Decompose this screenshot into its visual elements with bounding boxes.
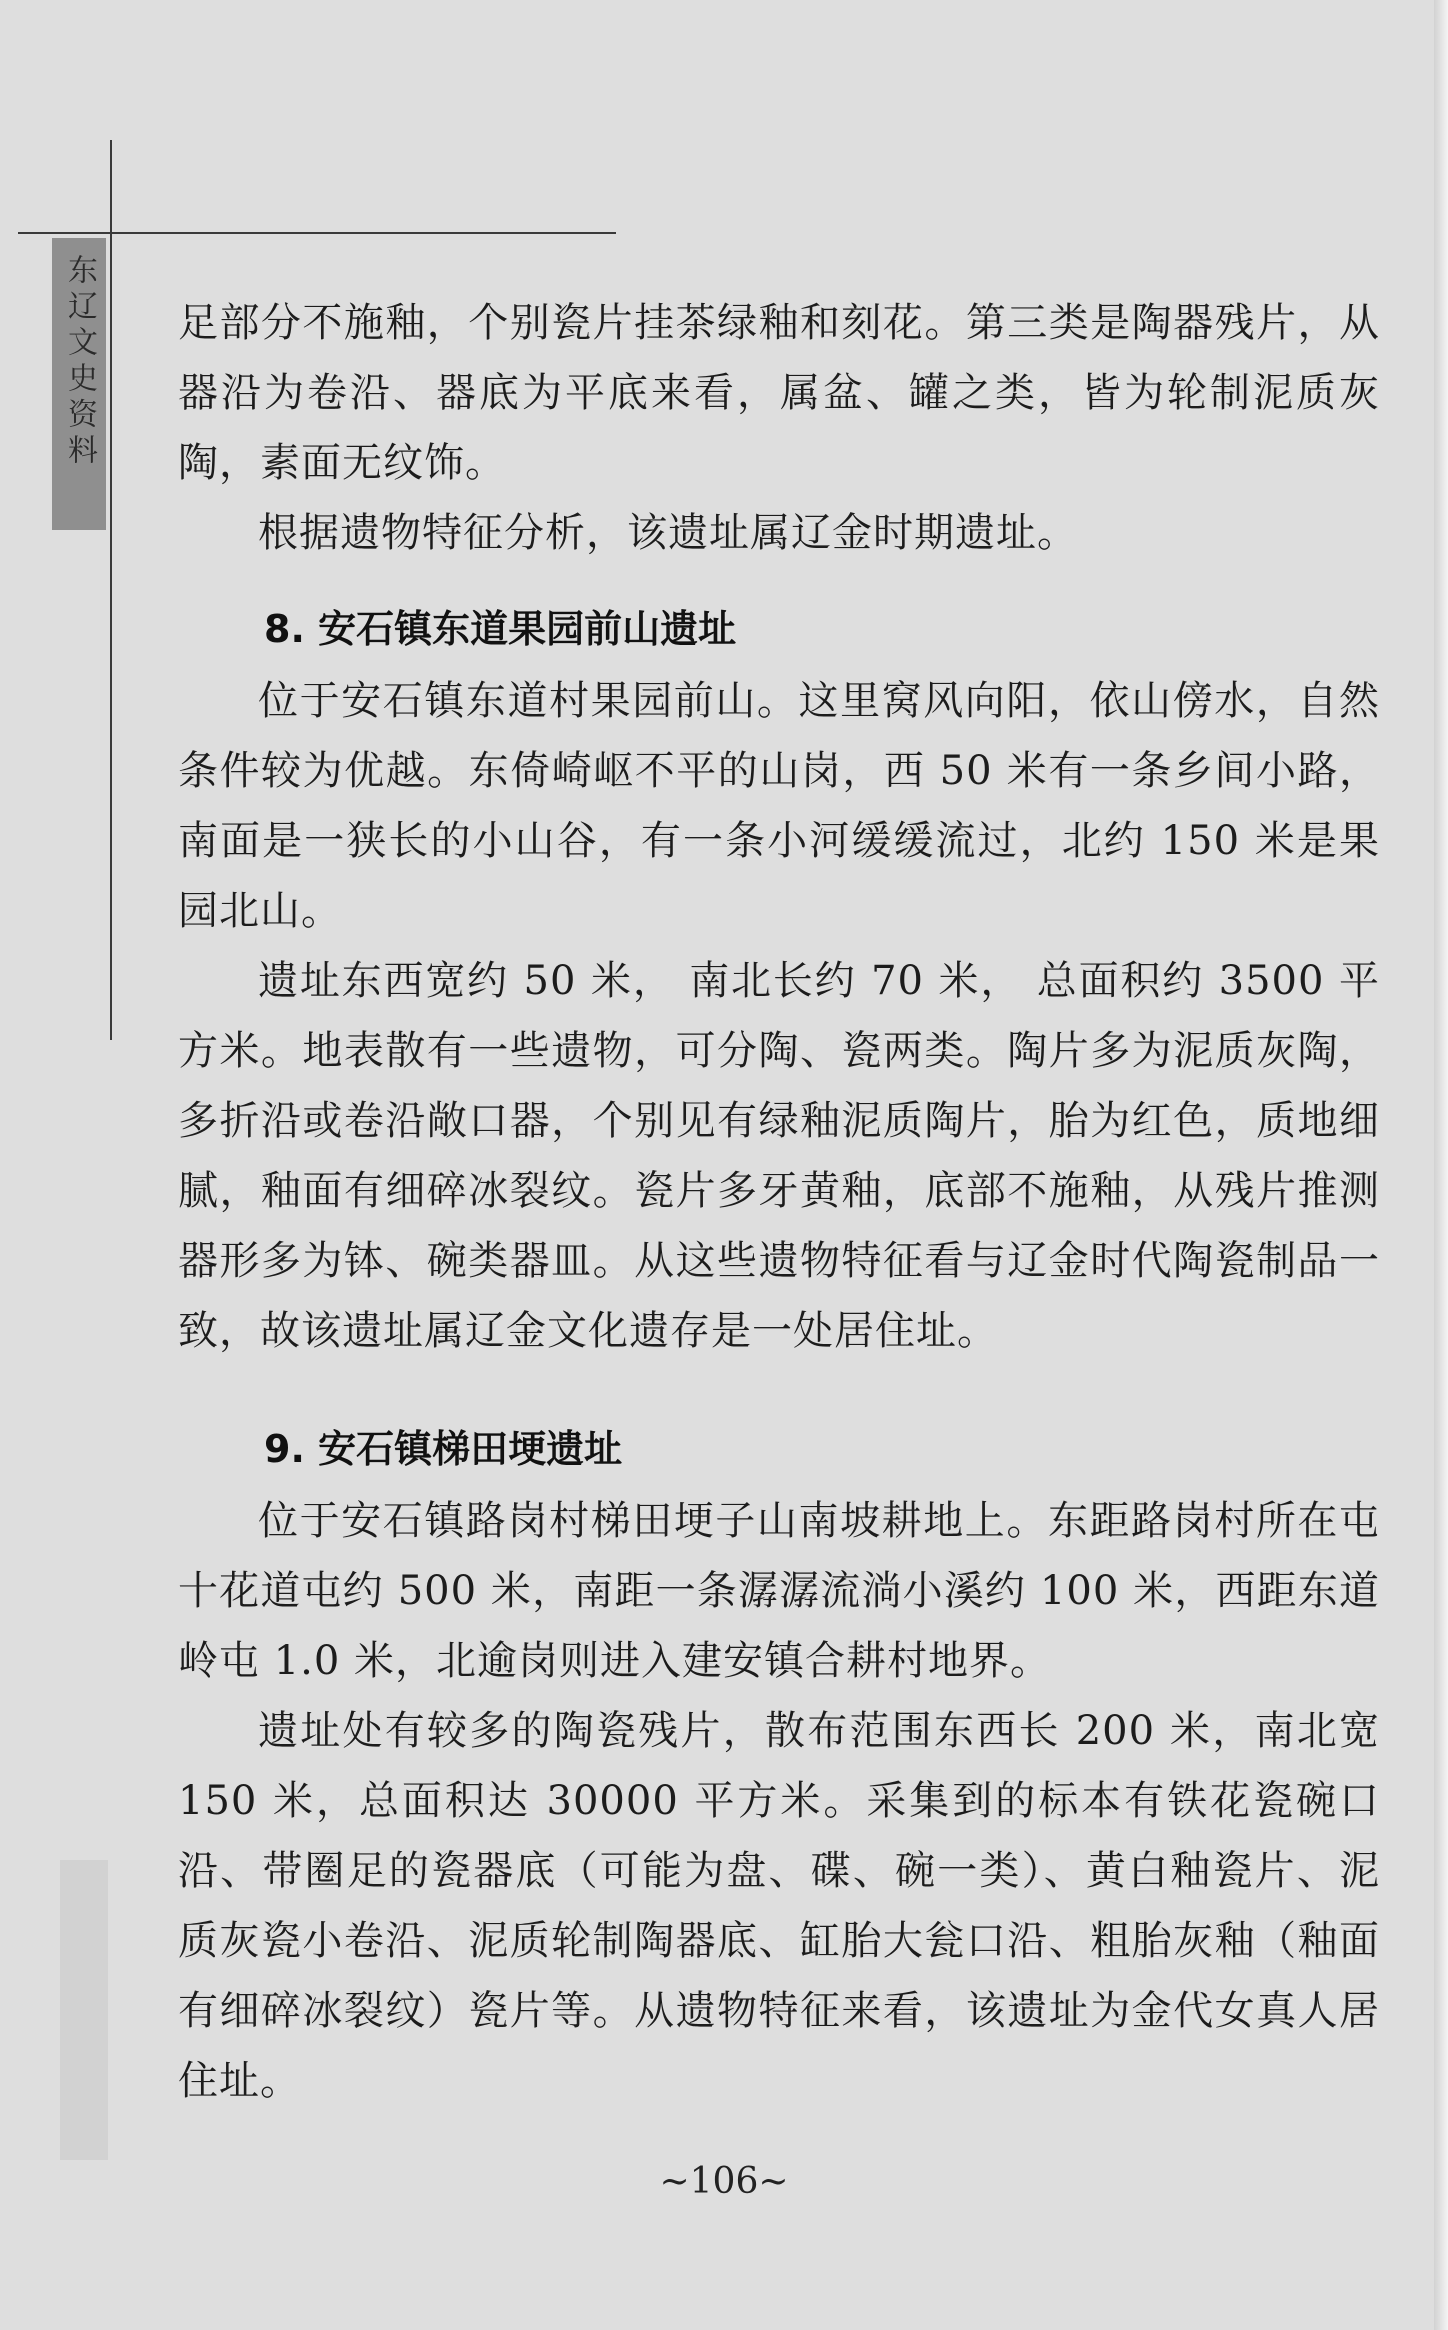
section-8-paragraph-1: 位于安石镇东道村果园前山。这里窝风向阳，依山傍水，自然条件较为优越。东倚崎岖不平的山岗，西 50 米有一条乡间小路，南面是一狭长的小山谷，有一条小河缓缓流过，北约 150 米是果园北山。 [178,678,1380,934]
series-title: 东辽文史资料 [62,254,97,470]
page-body [178,288,1380,2116]
section-8-heading: 8. 安石镇东道果园前山遗址 [264,607,737,651]
page-number: ~106~ [659,2161,789,2202]
section-9-heading: 9. 安石镇梯田埂遗址 [264,1427,623,1471]
section-9-paragraph-1: 位于安石镇路岗村梯田埂子山南坡耕地上。东距路岗村所在屯十花道屯约 500 米，南距一条潺潺流淌小溪约 100 米，西距东道岭屯 1.0 米，北逾岗则进入建安镇合耕村地界。 [178,1498,1380,1684]
section-8-paragraph-2: 遗址东西宽约 50 米， 南北长约 70 米， 总面积约 3500 平方米。地表散有一些遗物，可分陶、瓷两类。陶片多为泥质灰陶，多折沿或卷沿敞口器，个别见有绿釉泥质陶片，胎为红色，质地细腻，釉面有细碎冰裂纹。瓷片多牙黄釉，底部不施釉，从残片推测器形多为钵、碗类器皿。从这些遗物特征看与辽金时代陶瓷制品一致，故该遗址属辽金文化遗存是一处居住址。 [178,958,1380,1354]
corner-rule-vertical [110,140,112,1040]
section-9-paragraph-2: 遗址处有较多的陶瓷残片，散布范围东西长 200 米，南北宽 150 米，总面积达 30000 平方米。采集到的标本有铁花瓷碗口沿、带圈足的瓷器底（可能为盘、碟、碗一类）、黄白釉瓷片、泥质灰瓷小卷沿、泥质轮制陶器底、缸胎大瓮口沿、粗胎灰釉（釉面有细碎冰裂纹）瓷片等。从遗物特征来看，该遗址为金代女真人居住址。 [178,1708,1380,2104]
corner-rule-horizontal [18,232,616,234]
conclusion-paragraph: 根据遗物特征分析，该遗址属辽金时期遗址。 [258,510,1078,556]
series-side-tab [52,238,106,530]
side-tab-shadow [60,1860,108,2160]
page-edge-shade [1434,0,1448,2330]
continued-paragraph: 足部分不施釉，个别瓷片挂茶绿釉和刻花。第三类是陶器残片，从器沿为卷沿、器底为平底来看，属盆、罐之类，皆为轮制泥质灰陶，素面无纹饰。 [178,300,1380,486]
